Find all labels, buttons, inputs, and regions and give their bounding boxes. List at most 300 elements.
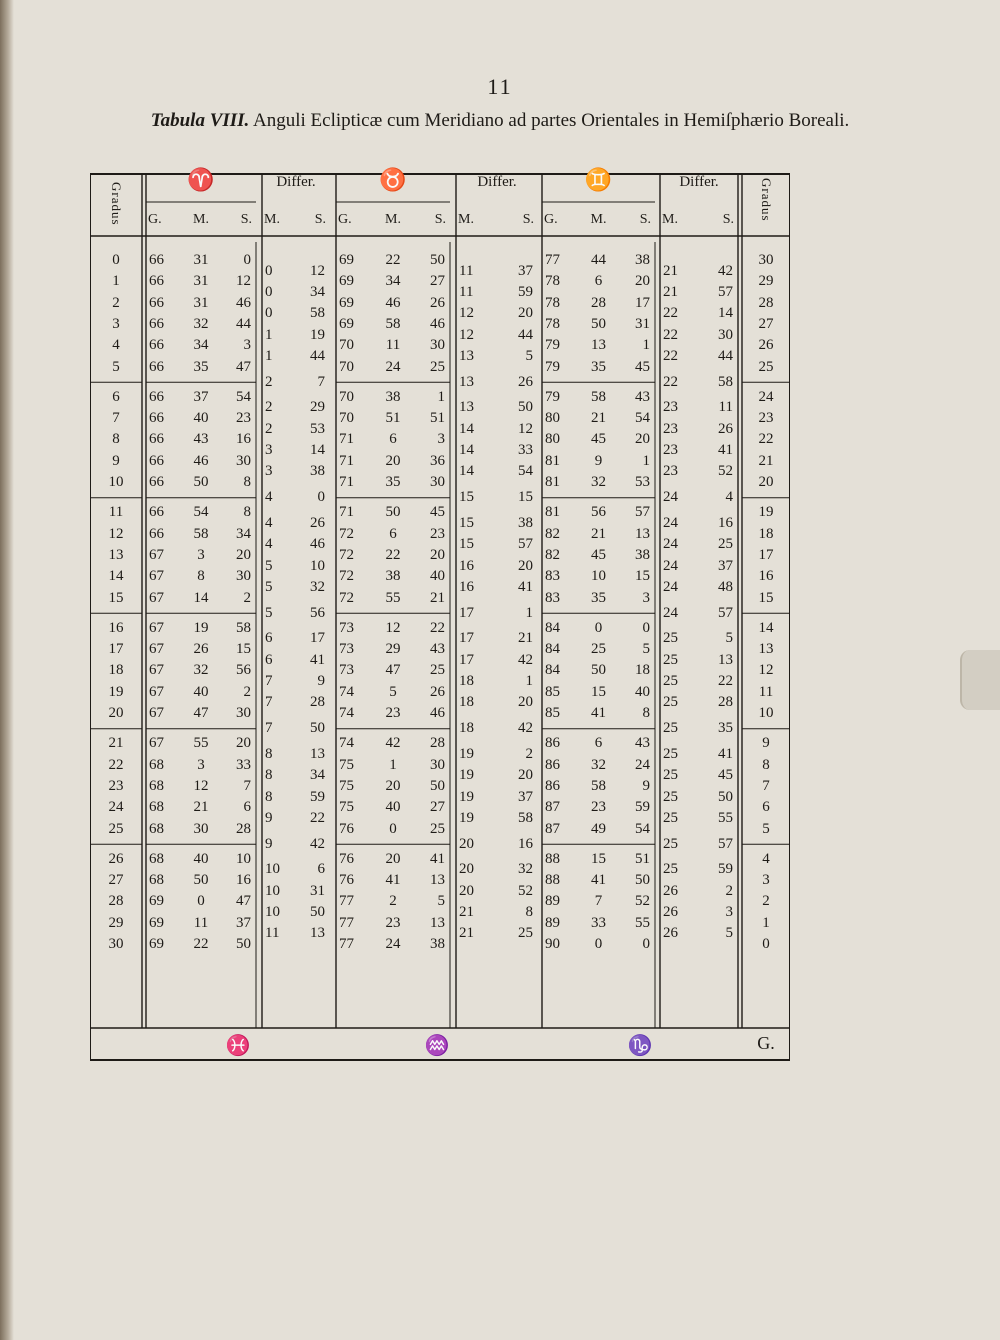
gemini-seconds: 20 <box>634 431 650 448</box>
gemini-degrees: 81 <box>545 474 560 490</box>
diff3-minutes: 26 <box>663 925 678 942</box>
diff3-seconds: 2 <box>725 882 733 899</box>
col-head-s: S. <box>639 212 651 227</box>
diff2-seconds: 15 <box>518 489 533 506</box>
diff2-minutes: 17 <box>459 630 474 647</box>
taurus-degrees: 71 <box>339 431 354 448</box>
diff1-seconds: 46 <box>310 536 325 553</box>
taurus-degrees: 69 <box>339 273 354 290</box>
diff2-minutes: 20 <box>459 835 474 852</box>
taurus-degrees: 72 <box>339 589 354 606</box>
gemini-degrees: 84 <box>545 662 560 679</box>
taurus-seconds: 30 <box>430 337 445 354</box>
gemini-degrees: 86 <box>545 777 560 794</box>
gemini-seconds: 0 <box>642 619 650 636</box>
diff3-minutes: 25 <box>663 835 678 852</box>
aries-minutes: 37 <box>193 388 209 405</box>
col-head-m: M. <box>193 212 209 227</box>
diff2-seconds: 20 <box>518 557 533 574</box>
aries-minutes: 26 <box>193 641 209 658</box>
degree-left: 9 <box>112 452 120 469</box>
aries-seconds: 50 <box>235 936 251 952</box>
diff1-seconds: 38 <box>310 463 325 480</box>
gemini-seconds: 0 <box>642 936 650 952</box>
diff2-minutes: 19 <box>459 767 474 784</box>
diff3-minutes: 24 <box>663 514 678 531</box>
diff3-minutes: 25 <box>663 673 678 690</box>
taurus-minutes: 29 <box>385 641 401 658</box>
aries-seconds: 20 <box>235 546 251 563</box>
aries-seconds: 37 <box>235 914 251 931</box>
gemini-seconds: 8 <box>642 705 650 721</box>
taurus-minutes: 47 <box>385 662 401 679</box>
taurus-minutes: 42 <box>385 735 401 752</box>
diff2-minutes: 13 <box>459 347 474 364</box>
col-head-g: G. <box>338 212 352 227</box>
degree-right: 0 <box>762 936 770 952</box>
diff3-seconds: 4 <box>725 489 733 506</box>
degree-right: 13 <box>758 641 774 658</box>
diff3-minutes: 23 <box>663 420 678 437</box>
diff2-seconds: 54 <box>518 463 533 480</box>
taurus-seconds: 25 <box>430 820 445 837</box>
diff1-minutes: 1 <box>265 326 273 343</box>
taurus-minutes: 20 <box>385 452 401 469</box>
aries-seconds: 10 <box>235 850 251 867</box>
taurus-seconds: 30 <box>430 756 445 773</box>
diff2-seconds: 41 <box>518 578 533 595</box>
degree-left: 28 <box>108 893 124 910</box>
degree-right: 16 <box>758 568 774 585</box>
footer-g-label: G. <box>757 1033 775 1053</box>
aries-seconds: 12 <box>235 273 251 290</box>
aries-degrees: 66 <box>149 504 164 521</box>
diff2-seconds: 37 <box>518 788 533 805</box>
taurus-degrees: 70 <box>339 358 354 375</box>
diff1-seconds: 31 <box>310 882 325 899</box>
taurus-degrees: 72 <box>339 568 354 585</box>
book-spine-shadow <box>0 0 14 1340</box>
aries-seconds: 3 <box>243 337 251 354</box>
diff1-seconds: 17 <box>310 630 325 647</box>
degree-left: 8 <box>112 431 120 448</box>
gemini-seconds: 54 <box>634 820 650 837</box>
gemini-minutes: 9 <box>594 452 603 469</box>
aries-minutes: 58 <box>193 525 209 542</box>
diff3-minutes: 25 <box>663 720 678 737</box>
taurus-degrees: 75 <box>339 799 354 816</box>
aries-degrees: 66 <box>149 337 164 354</box>
diff3-minutes: 25 <box>663 809 678 826</box>
gemini-degrees: 77 <box>545 252 560 268</box>
aries-seconds: 16 <box>235 431 251 448</box>
diff3-minutes: 25 <box>663 630 678 647</box>
taurus-seconds: 20 <box>430 546 445 563</box>
gemini-seconds: 54 <box>634 410 650 427</box>
aries-seconds: 15 <box>235 641 251 658</box>
aries-degrees: 66 <box>149 410 164 427</box>
degree-right: 24 <box>758 388 774 405</box>
aries-degrees: 67 <box>149 735 164 752</box>
col-head-s: S. <box>240 212 252 227</box>
page-tab-edge <box>960 650 1000 710</box>
gemini-minutes: 32 <box>590 474 606 490</box>
gemini-degrees: 80 <box>545 410 560 427</box>
gemini-degrees: 78 <box>545 273 560 290</box>
aries-minutes: 55 <box>193 735 209 752</box>
col-head-s: S. <box>522 212 534 227</box>
aries-seconds: 47 <box>235 358 251 375</box>
degree-left: 25 <box>108 820 124 837</box>
diff1-minutes: 7 <box>265 694 273 711</box>
diff2-minutes: 15 <box>459 489 474 506</box>
degree-left: 18 <box>108 662 124 679</box>
diff3-seconds: 13 <box>718 651 733 668</box>
diff1-seconds: 28 <box>310 694 325 711</box>
aries-seconds: 30 <box>235 705 251 721</box>
gemini-minutes: 28 <box>590 294 606 311</box>
taurus-seconds: 40 <box>430 568 445 585</box>
aries-seconds: 20 <box>235 735 251 752</box>
taurus-degrees: 76 <box>339 820 354 837</box>
gemini-seconds: 1 <box>642 452 650 469</box>
diff2-seconds: 2 <box>525 745 533 762</box>
degree-left: 29 <box>108 914 124 931</box>
angle-table <box>90 167 790 1062</box>
gemini-seconds: 55 <box>634 914 650 931</box>
gemini-minutes: 25 <box>590 641 606 658</box>
diff1-seconds: 41 <box>310 651 325 668</box>
diff2-minutes: 18 <box>459 673 474 690</box>
diff3-minutes: 24 <box>663 604 678 621</box>
col-head-m: M. <box>458 212 474 227</box>
diff2-seconds: 1 <box>525 673 533 690</box>
gemini-seconds: 52 <box>634 893 650 910</box>
taurus-seconds: 43 <box>430 641 445 658</box>
gemini-minutes: 33 <box>590 914 606 931</box>
gemini-degrees: 90 <box>545 936 560 952</box>
aries-degrees: 67 <box>149 683 164 700</box>
diff1-minutes: 3 <box>265 442 273 459</box>
gemini-seconds: 43 <box>634 388 650 405</box>
taurus-seconds: 46 <box>430 315 445 332</box>
taurus-seconds: 5 <box>437 893 445 910</box>
gemini-seconds: 51 <box>634 850 650 867</box>
diff1-seconds: 29 <box>310 399 325 416</box>
diff1-seconds: 53 <box>310 420 325 437</box>
taurus-minutes: 6 <box>389 431 397 448</box>
taurus-degrees: 74 <box>339 683 354 700</box>
gemini-seconds: 31 <box>634 315 650 332</box>
diff2-seconds: 33 <box>518 442 533 459</box>
taurus-degrees: 70 <box>339 388 354 405</box>
diff1-minutes: 8 <box>265 745 273 762</box>
taurus-degrees: 69 <box>339 252 354 268</box>
aries-seconds: 30 <box>235 568 251 585</box>
taurus-degrees: 74 <box>339 735 354 752</box>
taurus-minutes: 46 <box>385 294 401 311</box>
aries-minutes: 35 <box>193 358 209 375</box>
gemini-degrees: 85 <box>545 705 560 721</box>
differ-header: Differ. <box>276 174 316 190</box>
aries-minutes: 3 <box>197 756 205 773</box>
taurus-seconds: 25 <box>430 358 445 375</box>
diff2-seconds: 42 <box>518 720 533 737</box>
gemini-seconds: 50 <box>634 872 650 889</box>
gemini-degrees: 84 <box>545 619 560 636</box>
diff1-seconds: 50 <box>310 904 325 921</box>
table-title-lead: Tabula VIII. <box>150 110 250 131</box>
diff1-seconds: 12 <box>310 262 325 279</box>
degree-right: 18 <box>758 525 774 542</box>
degree-right: 22 <box>758 431 774 448</box>
degree-right: 4 <box>762 850 770 867</box>
taurus-seconds: 13 <box>430 872 445 889</box>
taurus-degrees: 76 <box>339 850 354 867</box>
diff3-seconds: 25 <box>718 536 733 553</box>
diff2-seconds: 16 <box>518 835 533 852</box>
diff1-minutes: 4 <box>265 514 273 531</box>
diff3-seconds: 42 <box>718 262 733 279</box>
aries-degrees: 67 <box>149 568 164 585</box>
aries-minutes: 8 <box>197 568 205 585</box>
diff1-seconds: 9 <box>317 673 325 690</box>
taurus-seconds: 28 <box>430 735 445 752</box>
degree-right: 9 <box>762 735 770 752</box>
taurus-degrees: 69 <box>339 294 354 311</box>
taurus-seconds: 3 <box>437 431 445 448</box>
degree-right: 12 <box>758 662 774 679</box>
degree-left: 1 <box>112 273 120 290</box>
diff3-seconds: 44 <box>718 347 733 364</box>
aries-seconds: 7 <box>243 777 251 794</box>
aries-degrees: 68 <box>149 799 164 816</box>
diff2-seconds: 5 <box>525 347 533 364</box>
zodiac-sign-footer: ♓ <box>225 1035 251 1057</box>
degree-left: 3 <box>112 315 120 332</box>
diff1-minutes: 6 <box>265 630 273 647</box>
aries-seconds: 33 <box>235 756 251 773</box>
diff3-seconds: 37 <box>718 557 733 574</box>
diff1-minutes: 2 <box>265 399 273 416</box>
diff3-seconds: 35 <box>718 720 733 737</box>
degree-left: 17 <box>108 641 124 658</box>
degree-right: 14 <box>758 619 774 636</box>
degree-right: 19 <box>758 504 774 521</box>
gemini-degrees: 79 <box>545 337 560 354</box>
gemini-minutes: 35 <box>590 589 606 606</box>
gemini-seconds: 1 <box>642 337 650 354</box>
diff1-minutes: 4 <box>265 536 273 553</box>
diff3-minutes: 21 <box>663 283 678 300</box>
gemini-minutes: 0 <box>594 619 603 636</box>
col-head-m: M. <box>662 212 678 227</box>
aries-minutes: 21 <box>193 799 209 816</box>
diff1-minutes: 0 <box>265 262 273 279</box>
diff2-seconds: 50 <box>518 399 533 416</box>
taurus-degrees: 73 <box>339 641 354 658</box>
taurus-minutes: 38 <box>385 388 401 405</box>
degree-left: 7 <box>112 410 120 427</box>
taurus-degrees: 71 <box>339 474 354 490</box>
diff2-seconds: 8 <box>525 904 533 921</box>
taurus-seconds: 36 <box>430 452 445 469</box>
diff2-minutes: 19 <box>459 745 474 762</box>
diff2-seconds: 57 <box>518 536 533 553</box>
taurus-seconds: 50 <box>430 252 445 268</box>
taurus-minutes: 35 <box>385 474 401 490</box>
aries-seconds: 54 <box>235 388 251 405</box>
taurus-degrees: 76 <box>339 872 354 889</box>
degree-right: 15 <box>758 589 774 606</box>
taurus-seconds: 38 <box>430 936 445 952</box>
aries-minutes: 31 <box>193 294 209 311</box>
diff3-seconds: 14 <box>718 305 733 322</box>
gemini-degrees: 89 <box>545 893 560 910</box>
gemini-seconds: 43 <box>634 735 650 752</box>
aries-seconds: 56 <box>235 662 251 679</box>
gemini-minutes: 15 <box>590 850 606 867</box>
diff3-minutes: 22 <box>663 326 678 343</box>
degree-right: 5 <box>762 820 770 837</box>
diff1-seconds: 0 <box>317 489 325 506</box>
diff3-minutes: 25 <box>663 745 678 762</box>
taurus-seconds: 27 <box>430 273 445 290</box>
gemini-seconds: 24 <box>634 756 650 773</box>
diff1-minutes: 2 <box>265 420 273 437</box>
degree-right: 30 <box>758 252 774 268</box>
gemini-degrees: 81 <box>545 452 560 469</box>
diff1-seconds: 42 <box>310 835 325 852</box>
diff2-minutes: 18 <box>459 694 474 711</box>
degree-left: 23 <box>108 777 124 794</box>
col-head-g: G. <box>148 212 162 227</box>
degree-right: 23 <box>758 410 774 427</box>
gemini-minutes: 21 <box>590 410 606 427</box>
gemini-degrees: 87 <box>545 799 560 816</box>
gemini-degrees: 89 <box>545 914 560 931</box>
aries-seconds: 44 <box>235 315 251 332</box>
diff3-minutes: 23 <box>663 463 678 480</box>
taurus-seconds: 41 <box>430 850 445 867</box>
degree-left: 10 <box>108 474 124 490</box>
aries-degrees: 67 <box>149 619 164 636</box>
diff3-seconds: 16 <box>718 514 733 531</box>
diff3-minutes: 25 <box>663 767 678 784</box>
zodiac-sign-header: ♈ <box>187 167 215 192</box>
aries-seconds: 28 <box>235 820 251 837</box>
diff3-minutes: 24 <box>663 557 678 574</box>
diff3-seconds: 57 <box>718 604 733 621</box>
gemini-seconds: 45 <box>634 358 650 375</box>
diff3-minutes: 22 <box>663 347 678 364</box>
aries-seconds: 2 <box>243 589 251 606</box>
aries-degrees: 67 <box>149 641 164 658</box>
gemini-minutes: 50 <box>590 662 606 679</box>
col-head-s: S. <box>314 212 326 227</box>
taurus-degrees: 77 <box>339 893 354 910</box>
degree-left: 16 <box>108 619 124 636</box>
diff3-minutes: 22 <box>663 305 678 322</box>
gemini-minutes: 41 <box>590 705 606 721</box>
degree-right: 27 <box>758 315 774 332</box>
aries-seconds: 16 <box>235 872 251 889</box>
diff1-seconds: 13 <box>310 745 325 762</box>
diff2-minutes: 12 <box>459 305 474 322</box>
diff1-minutes: 11 <box>265 925 280 942</box>
col-head-s: S. <box>722 212 734 227</box>
gemini-minutes: 23 <box>590 799 606 816</box>
diff1-seconds: 13 <box>310 925 325 942</box>
gemini-minutes: 35 <box>590 358 606 375</box>
taurus-degrees: 70 <box>339 410 354 427</box>
aries-seconds: 58 <box>235 619 251 636</box>
diff3-minutes: 21 <box>663 262 678 279</box>
degree-left: 4 <box>112 337 120 354</box>
diff2-minutes: 19 <box>459 788 474 805</box>
aries-degrees: 66 <box>149 315 164 332</box>
diff3-seconds: 11 <box>718 399 733 416</box>
gemini-seconds: 38 <box>634 546 650 563</box>
taurus-minutes: 1 <box>389 756 397 773</box>
diff1-seconds: 34 <box>310 283 325 300</box>
taurus-minutes: 20 <box>385 777 401 794</box>
taurus-minutes: 40 <box>385 799 401 816</box>
gemini-degrees: 87 <box>545 820 560 837</box>
aries-minutes: 3 <box>197 546 205 563</box>
degree-left: 27 <box>108 872 124 889</box>
diff3-seconds: 41 <box>718 745 733 762</box>
aries-minutes: 31 <box>193 252 209 268</box>
col-head-m: M. <box>385 212 401 227</box>
degree-left: 19 <box>108 683 124 700</box>
gemini-seconds: 53 <box>634 474 650 490</box>
aries-degrees: 66 <box>149 252 164 268</box>
diff2-minutes: 15 <box>459 536 474 553</box>
taurus-seconds: 30 <box>430 474 445 490</box>
degree-left: 14 <box>108 568 124 585</box>
taurus-minutes: 12 <box>385 619 401 636</box>
zodiac-sign-footer: ♒ <box>424 1035 450 1057</box>
zodiac-sign-footer: ♑ <box>627 1035 653 1057</box>
gemini-seconds: 13 <box>634 525 650 542</box>
diff2-minutes: 16 <box>459 578 474 595</box>
diff1-minutes: 8 <box>265 788 273 805</box>
diff3-minutes: 26 <box>663 882 678 899</box>
aries-degrees: 68 <box>149 820 164 837</box>
degree-right: 26 <box>758 337 774 354</box>
diff2-minutes: 13 <box>459 399 474 416</box>
diff1-minutes: 5 <box>265 578 273 595</box>
degree-right: 11 <box>758 683 774 700</box>
taurus-degrees: 69 <box>339 315 354 332</box>
diff1-minutes: 9 <box>265 809 273 826</box>
degree-left: 15 <box>108 589 124 606</box>
gemini-minutes: 58 <box>590 777 606 794</box>
gemini-seconds: 38 <box>634 252 650 268</box>
diff1-minutes: 6 <box>265 651 273 668</box>
gemini-minutes: 45 <box>590 431 606 448</box>
taurus-seconds: 50 <box>430 777 445 794</box>
aries-minutes: 0 <box>197 893 205 910</box>
aries-degrees: 69 <box>149 893 164 910</box>
diff3-minutes: 25 <box>663 651 678 668</box>
taurus-degrees: 72 <box>339 525 354 542</box>
taurus-degrees: 77 <box>339 936 354 952</box>
diff1-seconds: 34 <box>310 767 325 784</box>
diff2-seconds: 58 <box>518 809 533 826</box>
diff2-seconds: 44 <box>518 326 533 343</box>
